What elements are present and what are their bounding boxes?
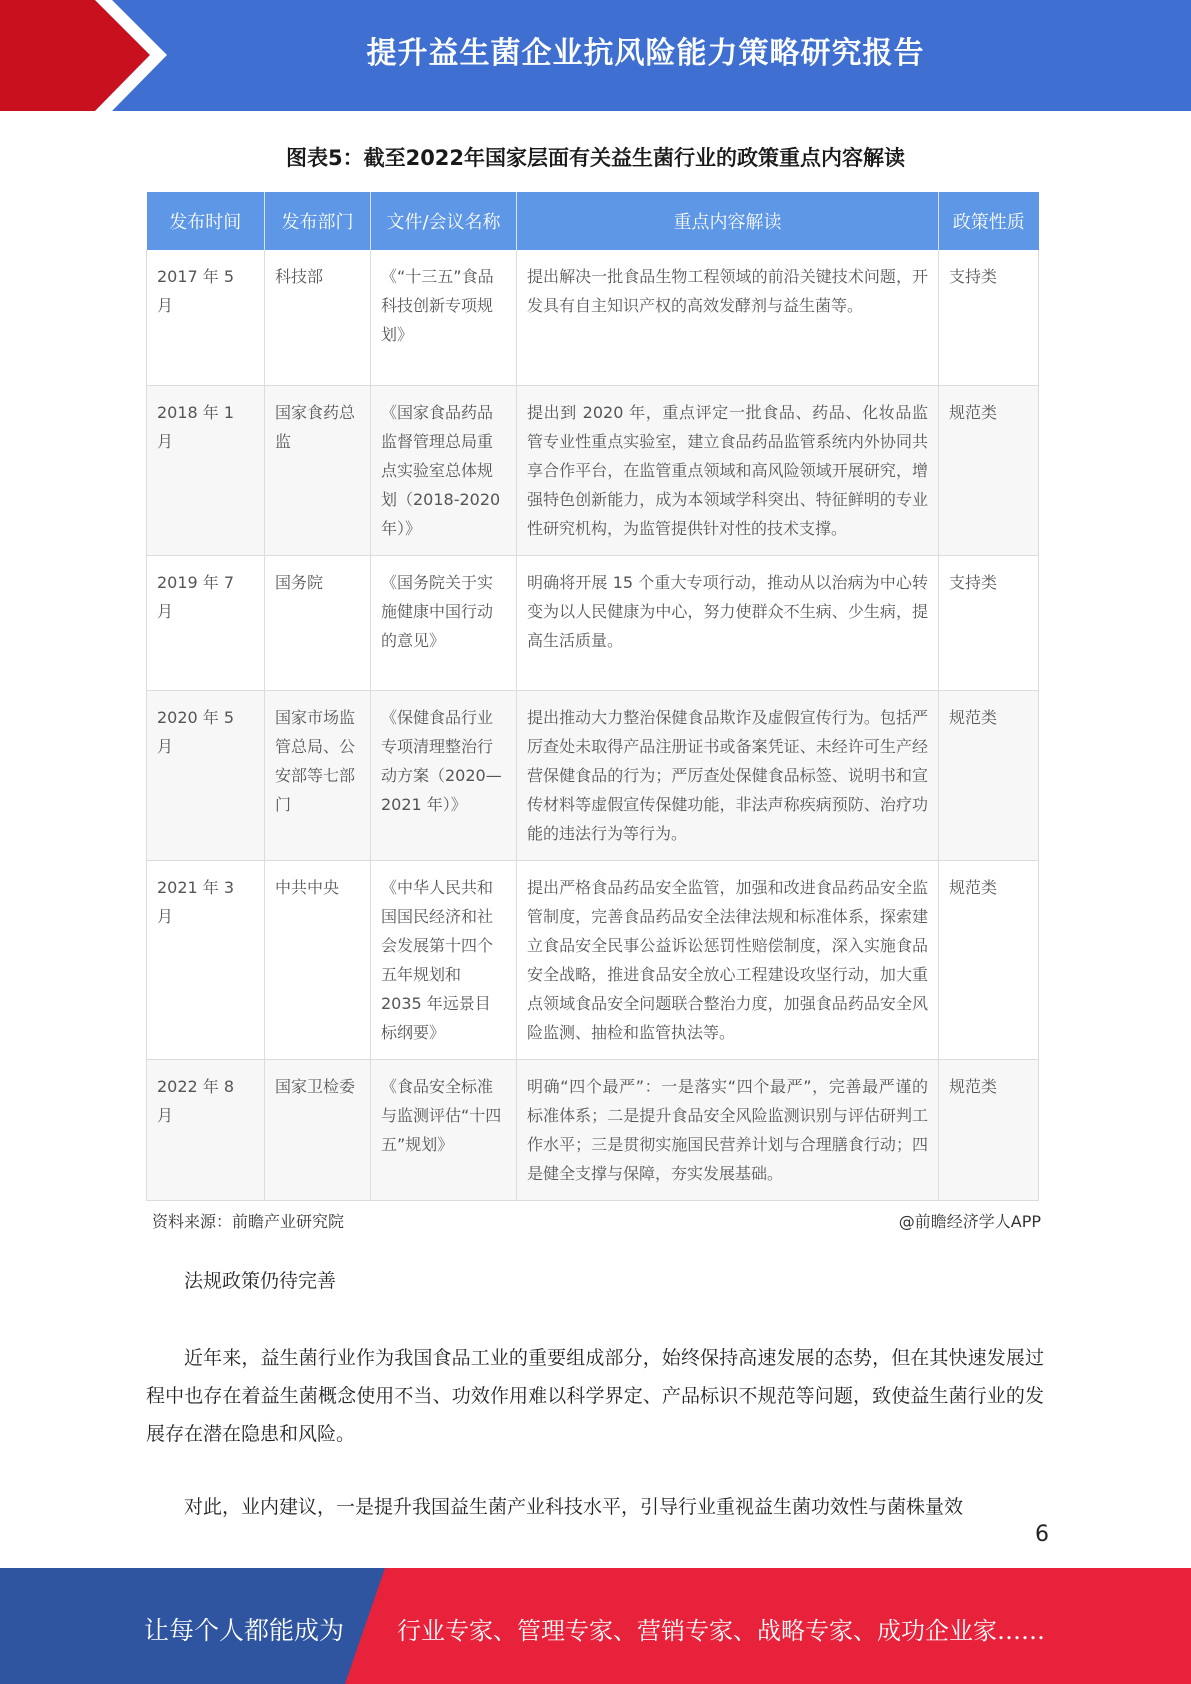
cell-dept: 科技部 bbox=[265, 250, 371, 385]
column-header: 发布部门 bbox=[265, 192, 371, 250]
footer-slogan-right: 行业专家、管理专家、营销专家、战略专家、成功企业家…… bbox=[397, 1617, 1045, 1645]
cell-dept: 中共中央 bbox=[265, 860, 371, 1059]
cell-doc: 《保健食品行业专项清理整治行动方案（2020—2021 年）》 bbox=[371, 690, 517, 860]
cell-content: 提出解决一批食品生物工程领域的前沿关键技术问题，开发具有自主知识产权的高效发酵剂与益生菌等。 bbox=[517, 250, 939, 385]
cell-doc: 《国务院关于实施健康中国行动的意见》 bbox=[371, 555, 517, 690]
cell-date: 2021 年 3 月 bbox=[147, 860, 265, 1059]
cell-nature: 规范类 bbox=[939, 385, 1039, 555]
cell-doc: 《“十三五”食品科技创新专项规划》 bbox=[371, 250, 517, 385]
table-row bbox=[147, 860, 1039, 1059]
page-footer bbox=[0, 1568, 1191, 1684]
cell-content: 提出严格食品药品安全监管，加强和改进食品药品安全监管制度，完善食品药品安全法律法规和标准体系，探索建立食品安全民事公益诉讼惩罚性赔偿制度，深入实施食品安全战略，推进食品安全放心工程建设攻坚行动，加大重点领域食品安全问题联合整治力度，加强食品药品安全风险监测、抽检和监管执法等。 bbox=[517, 860, 939, 1059]
cell-dept: 国家卫检委 bbox=[265, 1059, 371, 1200]
cell-doc: 《食品安全标准与监测评估“十四五”规划》 bbox=[371, 1059, 517, 1200]
policy-table bbox=[146, 192, 1038, 1201]
column-header: 政策性质 bbox=[939, 192, 1039, 250]
table-row bbox=[147, 555, 1039, 690]
cell-content: 提出到 2020 年，重点评定一批食品、药品、化妆品监管专业性重点实验室，建立食品药品监管系统内外协同共享合作平台，在监管重点领域和高风险领域开展研究，增强特色创新能力，成为本领域学科突出、特征鲜明的专业性研究机构，为监管提供针对性的技术支撑。 bbox=[517, 385, 939, 555]
cell-date: 2018 年 1 月 bbox=[147, 385, 265, 555]
table-row bbox=[147, 385, 1039, 555]
cell-nature: 支持类 bbox=[939, 250, 1039, 385]
figure-title: 图表5：截至2022年国家层面有关益生菌行业的政策重点内容解读 bbox=[285, 146, 906, 170]
footer-slogan-left: 让每个人都能成为 bbox=[144, 1616, 345, 1645]
source-note: 资料来源：前瞻产业研究院 bbox=[152, 1212, 345, 1231]
cell-date: 2017 年 5 月 bbox=[147, 250, 265, 385]
cell-content: 提出推动大力整治保健食品欺诈及虚假宣传行为。包括严厉查处未取得产品注册证书或备案凭证、未经许可生产经营保健食品的行为；严厉查处保健食品标签、说明书和宣传材料等虚假宣传保健功能，非法声称疾病预防、治疗功能的违法行为等行为。 bbox=[517, 690, 939, 860]
source-credit: @前瞻经济学人APP bbox=[898, 1212, 1041, 1231]
cell-date: 2022 年 8 月 bbox=[147, 1059, 265, 1200]
cell-nature: 规范类 bbox=[939, 1059, 1039, 1200]
table-header-row bbox=[147, 192, 1039, 250]
cell-dept: 国务院 bbox=[265, 555, 371, 690]
cell-date: 2020 年 5 月 bbox=[147, 690, 265, 860]
cell-dept: 国家食药总监 bbox=[265, 385, 371, 555]
cell-nature: 支持类 bbox=[939, 555, 1039, 690]
table-row bbox=[147, 250, 1039, 385]
cell-nature: 规范类 bbox=[939, 860, 1039, 1059]
report-title: 提升益生菌企业抗风险能力策略研究报告 bbox=[366, 36, 925, 71]
cell-dept: 国家市场监管总局、公安部等七部门 bbox=[265, 690, 371, 860]
table-row bbox=[147, 1059, 1039, 1200]
page-header bbox=[0, 0, 1191, 111]
section-heading: 法规政策仍待完善 bbox=[184, 1270, 337, 1292]
page-number: 6 bbox=[1035, 1522, 1049, 1547]
body-paragraph: 对此，业内建议，一是提升我国益生菌产业科技水平，引导行业重视益生菌功效性与菌株量效 bbox=[184, 1496, 964, 1518]
table-row bbox=[147, 690, 1039, 860]
cell-nature: 规范类 bbox=[939, 690, 1039, 860]
column-header: 重点内容解读 bbox=[517, 192, 939, 250]
cell-date: 2019 年 7 月 bbox=[147, 555, 265, 690]
cell-content: 明确将开展 15 个重大专项行动，推动从以治病为中心转变为以人民健康为中心，努力使群众不生病、少生病，提高生活质量。 bbox=[517, 555, 939, 690]
column-header: 文件/会议名称 bbox=[371, 192, 517, 250]
column-header: 发布时间 bbox=[147, 192, 265, 250]
body-paragraph: 近年来，益生菌行业作为我国食品工业的重要组成部分，始终保持高速发展的态势，但在其快速发展过程中也存在着益生菌概念使用不当、功效作用难以科学界定、产品标识不规范等问题，致使益生菌行业的发展存在潜在隐患和风险。 bbox=[146, 1347, 1044, 1445]
cell-content: 明确“四个最严”：一是落实“四个最严”，完善最严谨的标准体系；二是提升食品安全风险监测识别与评估研判工作水平；三是贯彻实施国民营养计划与合理膳食行动；四是健全支撑与保障，夯实发展基础。 bbox=[517, 1059, 939, 1200]
cell-doc: 《国家食品药品监督管理总局重点实验室总体规划（2018-2020 年）》 bbox=[371, 385, 517, 555]
cell-doc: 《中华人民共和国国民经济和社会发展第十四个五年规划和 2035 年远景目标纲要》 bbox=[371, 860, 517, 1059]
